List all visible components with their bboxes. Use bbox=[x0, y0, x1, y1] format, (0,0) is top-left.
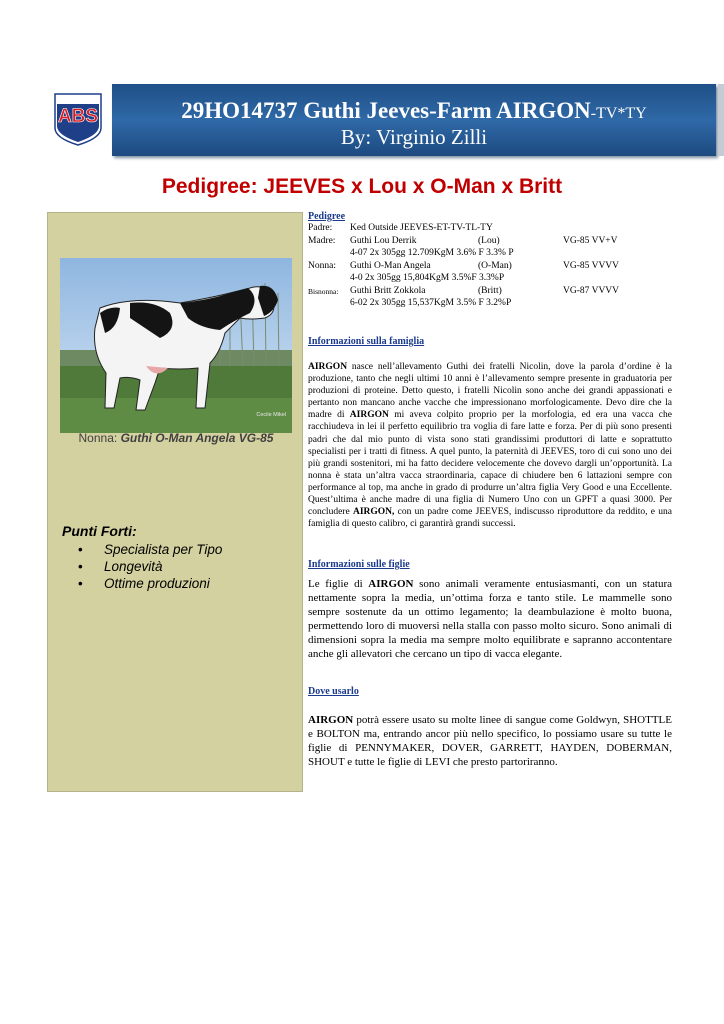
madre-name: Guthi Lou Derrik bbox=[350, 236, 417, 246]
family-heading: Informazioni sulla famiglia bbox=[308, 336, 425, 347]
banner-title bbox=[112, 98, 716, 124]
daughters-paragraph: Le figlie di AIRGON sono animali veramente entusiasmanti, con un statura nettamente sopra la media, un’ottima forza e tanto stile. Le mammelle sono sempre sostenute da un ottimo legamento; la deambulazione è molto buona, permettendo loro di muoversi nella stalla con passo molto sicuro. Sono animali di dimensioni sopra la media ma sempre molto equilibrate e sapranno accontentare anche gli allevatori che cercano un tipo di vacca elegante. bbox=[308, 578, 672, 660]
banner-edge bbox=[718, 84, 724, 156]
madre-label: Madre: bbox=[308, 236, 336, 246]
padre-label: Padre: bbox=[308, 223, 333, 233]
nonna-tag: (O-Man) bbox=[478, 261, 512, 271]
bisnonna-label: Bisnonna: bbox=[308, 287, 339, 296]
bullet-icon: • bbox=[78, 576, 83, 591]
madre-production: 4-07 2x 305gg 12.709KgM 3.6% F 3.3% P bbox=[350, 248, 514, 258]
bull-suffix: -TV*TY bbox=[590, 105, 647, 122]
padre-name: Ked Outside JEEVES-ET-TV-TL-TY bbox=[350, 223, 493, 233]
banner-subtitle: By: Virginio Zilli bbox=[340, 125, 488, 149]
cow-photo bbox=[60, 258, 292, 433]
list-item: • Longevità bbox=[78, 559, 163, 574]
bullet-icon: • bbox=[78, 559, 83, 574]
side-panel bbox=[47, 212, 303, 792]
bullet-icon: • bbox=[78, 542, 83, 557]
photo-caption bbox=[48, 431, 304, 445]
page-title: Pedigree: JEEVES x Lou x O-Man x Britt bbox=[161, 175, 563, 198]
photo-watermark: Cecile Mikel bbox=[256, 412, 286, 418]
bull-name-inline: AIRGON bbox=[308, 362, 348, 372]
pedigree-heading: Pedigree bbox=[308, 211, 346, 222]
list-item: • Ottime produzioni bbox=[78, 576, 210, 591]
bull-name-inline: AIRGON bbox=[308, 714, 354, 726]
title-banner bbox=[112, 84, 716, 156]
bull-name-inline: AIRGON bbox=[349, 410, 389, 421]
list-item: • Specialista per Tipo bbox=[78, 542, 223, 557]
usage-paragraph: AIRGON potrà essere usato su molte linee di sangue come Goldwyn, SHOTTLE e BOLTON ma, entrando ancor più nello specifico, lo possiamo usare su tutte le figlie di PENNYMAKER, DOVER, GARRETT, HAYDEN, DOBERMAN, SHOUT e tutte le figlie di LEVI che presto partoriranno. bbox=[308, 714, 672, 768]
nonna-label: Nonna: bbox=[308, 261, 336, 271]
madre-tag: (Lou) bbox=[478, 236, 500, 246]
caption-name: Guthi O-Man Angela VG-85 bbox=[120, 431, 274, 445]
abs-logo bbox=[53, 92, 103, 146]
bull-name: 29HO14737 Guthi Jeeves-Farm AIRGON bbox=[181, 98, 591, 123]
family-paragraph: AIRGON nasce nell’allevamento Guthi dei fratelli Nicolin, dove la parola d’ordine è la produzione, tanto che negli ultimi 10 anni è l’allevamento sempre presente in graduatoria per produzioni di proteine. Detto questo, i fratelli Nicolin sono anche dei grandi appassionati e pertanto non mancano anche vacche che impressionano morfologicamente. Devo dire che la madre di AIRGON mi aveva colpito proprio per la morfologia, ed era una vacca che racchiudeva in lei il perfetto equilibrio tra voglia di fare latte e forza. Per di più sono presenti padri che dal mio punto di vista sono stati grandissimi produttori di latte e soprattutto specialisti per i tratti di fitness. A quel punto, la paternità di JEEVES, toro di cui sono uno dei più grandi sostenitori, mi ha fatto decidere velocemente che dovevo dargli un’opportunità. La nonna è stata un’altra vacca straordinaria, capace di chiudere ben 6 lattazioni sempre con performance al top, ma anche in grado di produrre un’altra figlia Very Good e una Eccellente. Quest’ultima è anche madre di una figlia di Numero Uno con un GPFT a quasi 3000. Per concludere AIRGON, con un padre come JEEVES, indiscusso riproduttore da reddito, e una famiglia di questo calibro, ci garantirà grandi successi. bbox=[308, 362, 673, 530]
strengths-title: Punti Forti: bbox=[62, 523, 137, 539]
abs-logo-text: ABS bbox=[57, 106, 99, 127]
usage-heading: Dove usarlo bbox=[308, 686, 359, 697]
strengths-list bbox=[78, 541, 222, 592]
nonna-production: 4-0 2x 305gg 15,804KgM 3.5%F 3.3%P bbox=[350, 273, 505, 283]
bisnonna-tag: (Britt) bbox=[478, 286, 502, 296]
madre-score: VG-85 VV+V bbox=[563, 236, 618, 246]
bull-name-inline: AIRGON, bbox=[352, 507, 395, 518]
bisnonna-name: Guthi Britt Zokkola bbox=[350, 286, 426, 296]
caption-label: Nonna: bbox=[78, 431, 118, 445]
daughters-heading: Informazioni sulle figlie bbox=[308, 559, 410, 570]
bisnonna-production: 6-02 2x 305gg 15,537KgM 3.5% F 3.2%P bbox=[350, 298, 512, 308]
bisnonna-score: VG-87 VVVV bbox=[563, 286, 620, 296]
bull-name-inline: AIRGON bbox=[368, 578, 414, 590]
nonna-name: Guthi O-Man Angela bbox=[350, 261, 431, 271]
nonna-score: VG-85 VVVV bbox=[563, 261, 620, 271]
